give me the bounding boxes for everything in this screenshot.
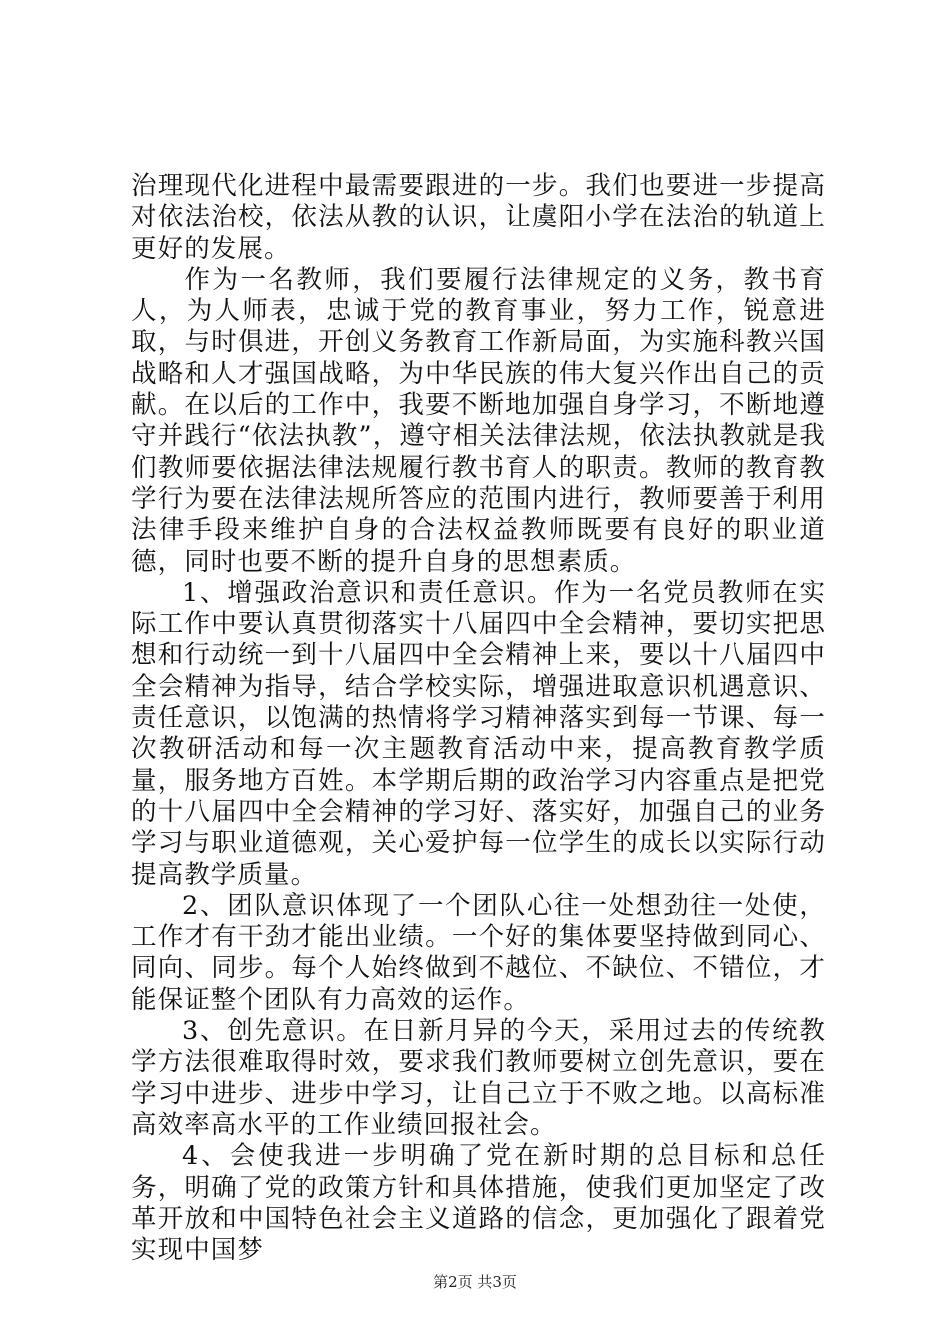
paragraph-teacher-duties: 作为一名教师，我们要履行法律规定的义务，教书育人，为人师表，忠诚于党的教育事业，努力工作，锐意进取，与时俱进，开创义务教育工作新局面，为实施科教兴国战略和人才强国战略，为中华民族的伟大复兴作出自己的贡献。在以后的工作中，我要不断地加强自身学习，不断地遵守并践行“依法执教”，遵守相关法律法规，依法执教就是我们教师要依据法律法规履行教书育人的职责。教师的教育教学行为要在法律法规所答应的范围内进行，教师要善于利用法律手段来维护自身的合法权益教师既要有良好的职业道德，同时也要不断的提升自身的思想素质。: [131, 264, 826, 577]
paragraph-intro-continuation: 治理现代化进程中最需要跟进的一步。我们也要进一步提高对依法治校，依法从教的认识，让虞阳小学在法治的轨道上更好的发展。: [131, 171, 826, 264]
page-number-footer: 第2页 共3页: [433, 1273, 517, 1291]
paragraph-point-1: 1、增强政治意识和责任意识。作为一名党员教师在实际工作中要认真贯彻落实十八届四中全会精神，要切实把思想和行动统一到十八届四中全会精神上来，要以十八届四中全会精神为指导，结合学校实际，增强进取意识机遇意识、责任意识，以饱满的热情将学习精神落实到每一节课、每一次教研活动和每一次主题教育活动中来，提高教育教学质量，服务地方百姓。本学期后期的政治学习内容重点是把党的十八届四中全会精神的学习好、落实好，加强自己的业务学习与职业道德观，关心爱护每一位学生的成长以实际行动提高教学质量。: [131, 577, 826, 890]
paragraph-point-2: 2、团队意识体现了一个团队心往一处想劲往一处使，工作才有干劲才能出业绩。一个好的集体要坚持做到同心、同向、同步。每个人始终做到不越位、不缺位、不错位，才能保证整个团队有力高效的运作。: [131, 890, 826, 1015]
document-body: [131, 171, 826, 1266]
paragraph-point-4: 4、会使我进一步明确了党在新时期的总目标和总任务，明确了党的政策方针和具体措施，使我们更加坚定了改革开放和中国特色社会主义道路的信念，更加强化了跟着党实现中国梦: [131, 1141, 826, 1266]
paragraph-point-3: 3、创先意识。在日新月异的今天，采用过去的传统教学方法很难取得时效，要求我们教师要树立创先意识，要在学习中进步、进步中学习，让自己立于不败之地。以高标准高效率高水平的工作业绩回报社会。: [131, 1016, 826, 1140]
